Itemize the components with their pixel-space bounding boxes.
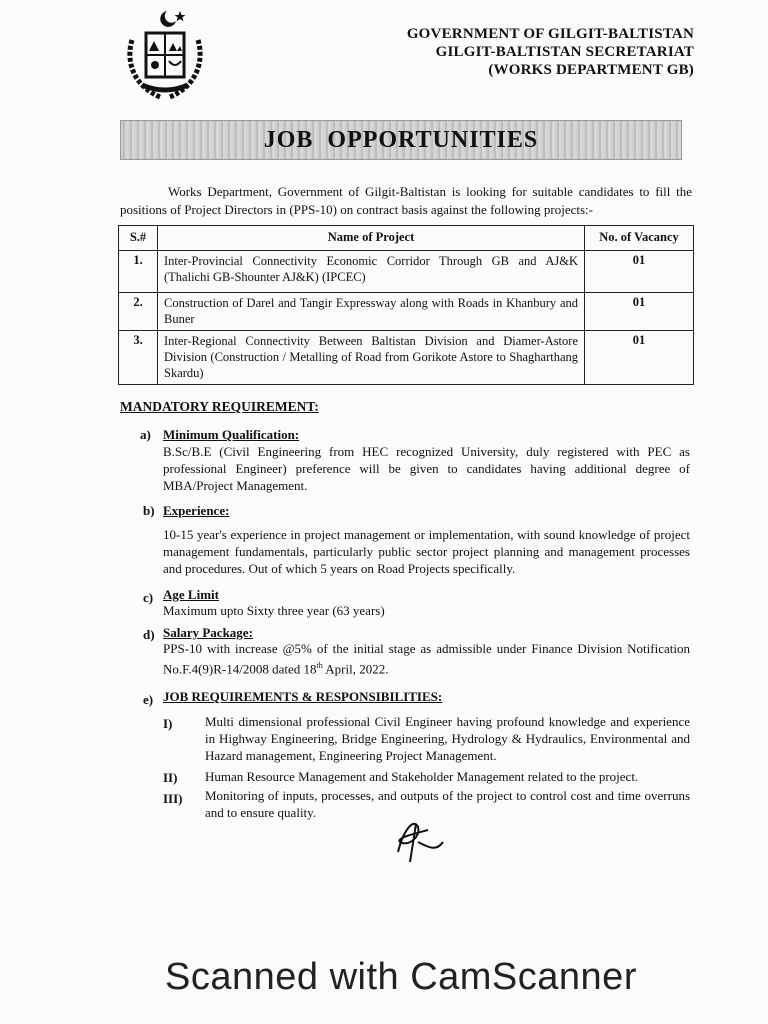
title-banner xyxy=(120,120,682,160)
item-a-label: a) xyxy=(140,427,151,442)
list-item: Monitoring of inputs, processes, and outputs of the project to control cost and time overruns and to ensure quality. xyxy=(205,788,690,820)
salary-title: Salary Package: xyxy=(163,625,253,640)
column-header-project: Name of Project xyxy=(158,226,585,251)
header-government: GOVERNMENT OF GILGIT-BALTISTAN xyxy=(406,26,694,42)
row-vacancy: 01 xyxy=(585,331,694,385)
qualification-title: Minimum Qualification: xyxy=(163,427,300,442)
intro-paragraph: Works Department, Government of Gilgit-Baltistan is looking for suitable candidates to fill the positions of Project Directors in (PPS-10) on contract basis against the following projects:- xyxy=(120,184,692,217)
row-project: Inter-Provincial Connectivity Economic Corridor Through GB and AJ&K (Thalichi GB-Shounter AJ&K) (IPCEC) xyxy=(158,251,585,293)
item-c-label: c) xyxy=(143,590,154,605)
age-limit-title: Age Limit xyxy=(163,587,219,602)
row-vacancy: 01 xyxy=(585,251,694,293)
qualification-text: B.Sc/B.E (Civil Engineering from HEC recognized University, duly registered with PEC as professional Engineer) preference will be given to candidates having additional degree of MBA/Project Management. xyxy=(163,444,690,493)
salary-text: PPS-10 with increase @5% of the initial stage as admissible under Finance Division Notification No.F.4(9)R-14/2008 dated 18th April, 2022. xyxy=(163,641,690,677)
experience-text: 10-15 year's experience in project management or implementation, with sound knowledge of project management fundamentals, particularly public sector project planning and management processes and procedures. Out of which 5 years on Road Projects specifically. xyxy=(163,527,690,576)
row-project: Inter-Regional Connectivity Between Baltistan Division and Diamer-Astore Division (Construction / Metalling of Road from Gorikote Astore to Shagharthang Skardu) xyxy=(158,331,585,385)
mandatory-requirement-heading: MANDATORY REQUIREMENT: xyxy=(120,399,319,414)
header-department: (WORKS DEPARTMENT GB) xyxy=(488,62,694,78)
list-item-number: III) xyxy=(163,791,183,806)
row-project: Construction of Darel and Tangir Expressway along with Roads in Khanbury and Buner xyxy=(158,293,585,331)
row-serial: 2. xyxy=(119,293,158,331)
item-d-label: d) xyxy=(143,627,155,642)
column-header-vacancy: No. of Vacancy xyxy=(585,226,694,251)
row-serial: 1. xyxy=(119,251,158,293)
row-serial: 3. xyxy=(119,331,158,385)
scanner-watermark: Scanned with CamScanner xyxy=(165,956,637,998)
list-item: Human Resource Management and Stakeholder Management related to the project. xyxy=(205,769,639,784)
table-row xyxy=(119,331,694,385)
signature xyxy=(388,812,448,867)
item-b-label: b) xyxy=(143,503,155,518)
item-e-label: e) xyxy=(143,692,154,707)
table-row xyxy=(119,251,694,293)
job-requirements-title: JOB REQUIREMENTS & RESPONSIBILITIES: xyxy=(163,689,443,704)
experience-title: Experience: xyxy=(163,503,230,518)
projects-table xyxy=(118,225,694,385)
row-vacancy: 01 xyxy=(585,293,694,331)
list-item: Multi dimensional professional Civil Engineer having profound knowledge and experience in Highway Engineering, Bridge Engineering, Hydrology & Hydraulics, Environmental and Hazard management, Engineering Project Management. xyxy=(205,714,690,763)
table-row xyxy=(119,293,694,331)
list-item-number: I) xyxy=(163,716,173,731)
column-header-serial: S.# xyxy=(119,226,158,251)
page-title: JOB OPPORTUNITIES xyxy=(263,127,539,153)
table-header-row xyxy=(119,226,694,251)
header-secretariat: GILGIT-BALTISTAN SECRETARIAT xyxy=(435,44,694,60)
list-item-number: II) xyxy=(163,770,178,785)
government-emblem xyxy=(120,5,210,105)
age-limit-text: Maximum upto Sixty three year (63 years) xyxy=(163,603,385,618)
